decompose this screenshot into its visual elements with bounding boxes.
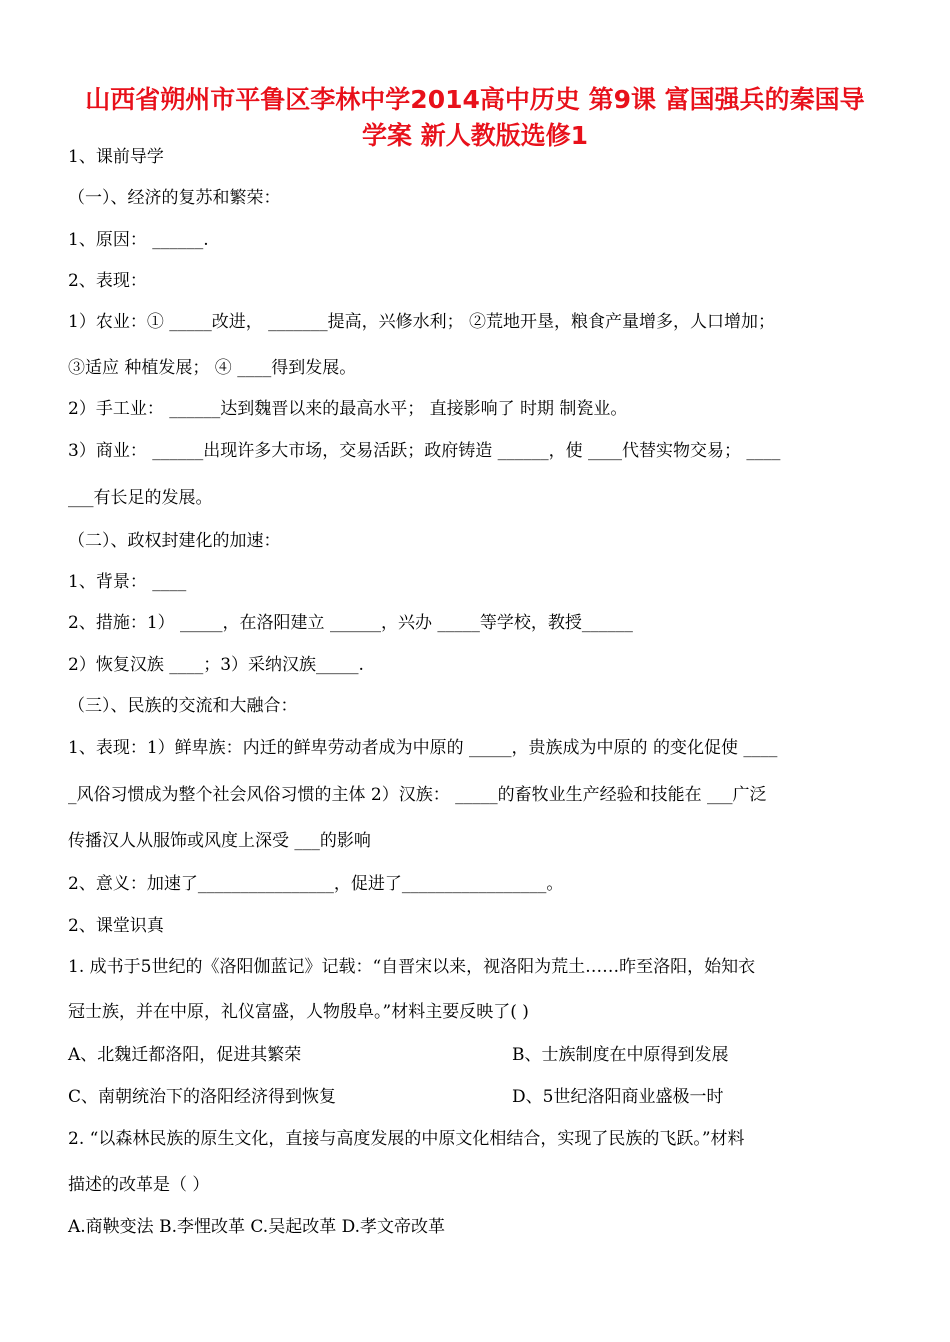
question-1-option-a: A、北魏迁都洛阳，促进其繁荣 — [68, 1045, 302, 1065]
section-heading-class: 2、课堂识真 — [68, 916, 164, 936]
subsection-ethnic-fusion: （三）、民族的交流和大融合： — [68, 696, 298, 716]
handicraft-line: 2）手工业： ______达到魏晋以来的最高水平； 直接影响了 时期 制瓷业。 — [68, 399, 628, 419]
title-line-2: 学案 新人教版选修1 — [361, 121, 589, 150]
question-1-line-2: 冠士族，并在中原，礼仪富盛，人物殷阜。”材料主要反映了( ) — [68, 1002, 529, 1022]
subsection-economy: （一）、经济的复苏和繁荣： — [68, 188, 281, 208]
agriculture-line-2: ③适应 种植发展； ④ ____得到发展。 — [68, 358, 357, 378]
question-2-line-2: 描述的改革是（ ） — [68, 1175, 210, 1195]
fusion-line-3: 传播汉人从服饰或风度上深受 ___的影响 — [68, 831, 371, 851]
title-line-1: 山西省朔州市平鲁区李林中学2014高中历史 第9课 富国强兵的秦国导 — [85, 85, 865, 114]
question-1-option-c: C、南朝统治下的洛阳经济得到恢复 — [68, 1087, 337, 1107]
measures-line-2: 2）恢复汉族 ____；3）采纳汉族_____. — [68, 655, 364, 675]
background-line: 1、背景： ____ — [68, 572, 187, 592]
agriculture-line-1: 1）农业：① _____改进， _______提高，兴修水利； ②荒地开垦，粮食产量增多，人口增加； — [68, 312, 776, 332]
question-2-options: A.商鞅变法 B.李悝改革 C.吴起改革 D.孝文帝改革 — [68, 1217, 446, 1237]
section-heading-preview: 1、课前导学 — [68, 147, 164, 167]
question-1-option-b: B、士族制度在中原得到发展 — [512, 1045, 729, 1065]
economy-cause: 1、原因： ______. — [68, 230, 209, 250]
question-1-line-1: 1. 成书于5世纪的《洛阳伽蓝记》记载：“自晋宋以来，视洛阳为荒土……昨至洛阳，始知衣 — [68, 957, 756, 977]
fusion-line-1: 1、表现：1）鲜卑族：内迁的鲜卑劳动者成为中原的 _____，贵族成为中原的 的变化促使 ____ — [68, 738, 778, 758]
economy-performance: 2、表现： — [68, 271, 147, 291]
commerce-line-2: ___有长足的发展。 — [68, 488, 213, 508]
question-2-line-1: 2. “以森林民族的原生文化，直接与高度发展的中原文化相结合，实现了民族的飞跃。”材料 — [68, 1129, 745, 1149]
document-title — [40, 82, 910, 154]
question-1-option-d: D、5世纪洛阳商业盛极一时 — [512, 1087, 724, 1107]
subsection-feudalization: （二）、政权封建化的加速： — [68, 531, 281, 551]
significance-line: 2、意义：加速了________________，促进了_________________。 — [68, 874, 564, 894]
measures-line-1: 2、措施：1） _____，在洛阳建立 ______，兴办 _____等学校，教授______ — [68, 613, 633, 633]
commerce-line-1: 3）商业： ______出现许多大市场，交易活跃；政府铸造 ______，使 ____代替实物交易； ____ — [68, 441, 781, 461]
fusion-line-2: _风俗习惯成为整个社会风俗习惯的主体 2）汉族： _____的畜牧业生产经验和技能在 ___广泛 — [68, 785, 767, 805]
